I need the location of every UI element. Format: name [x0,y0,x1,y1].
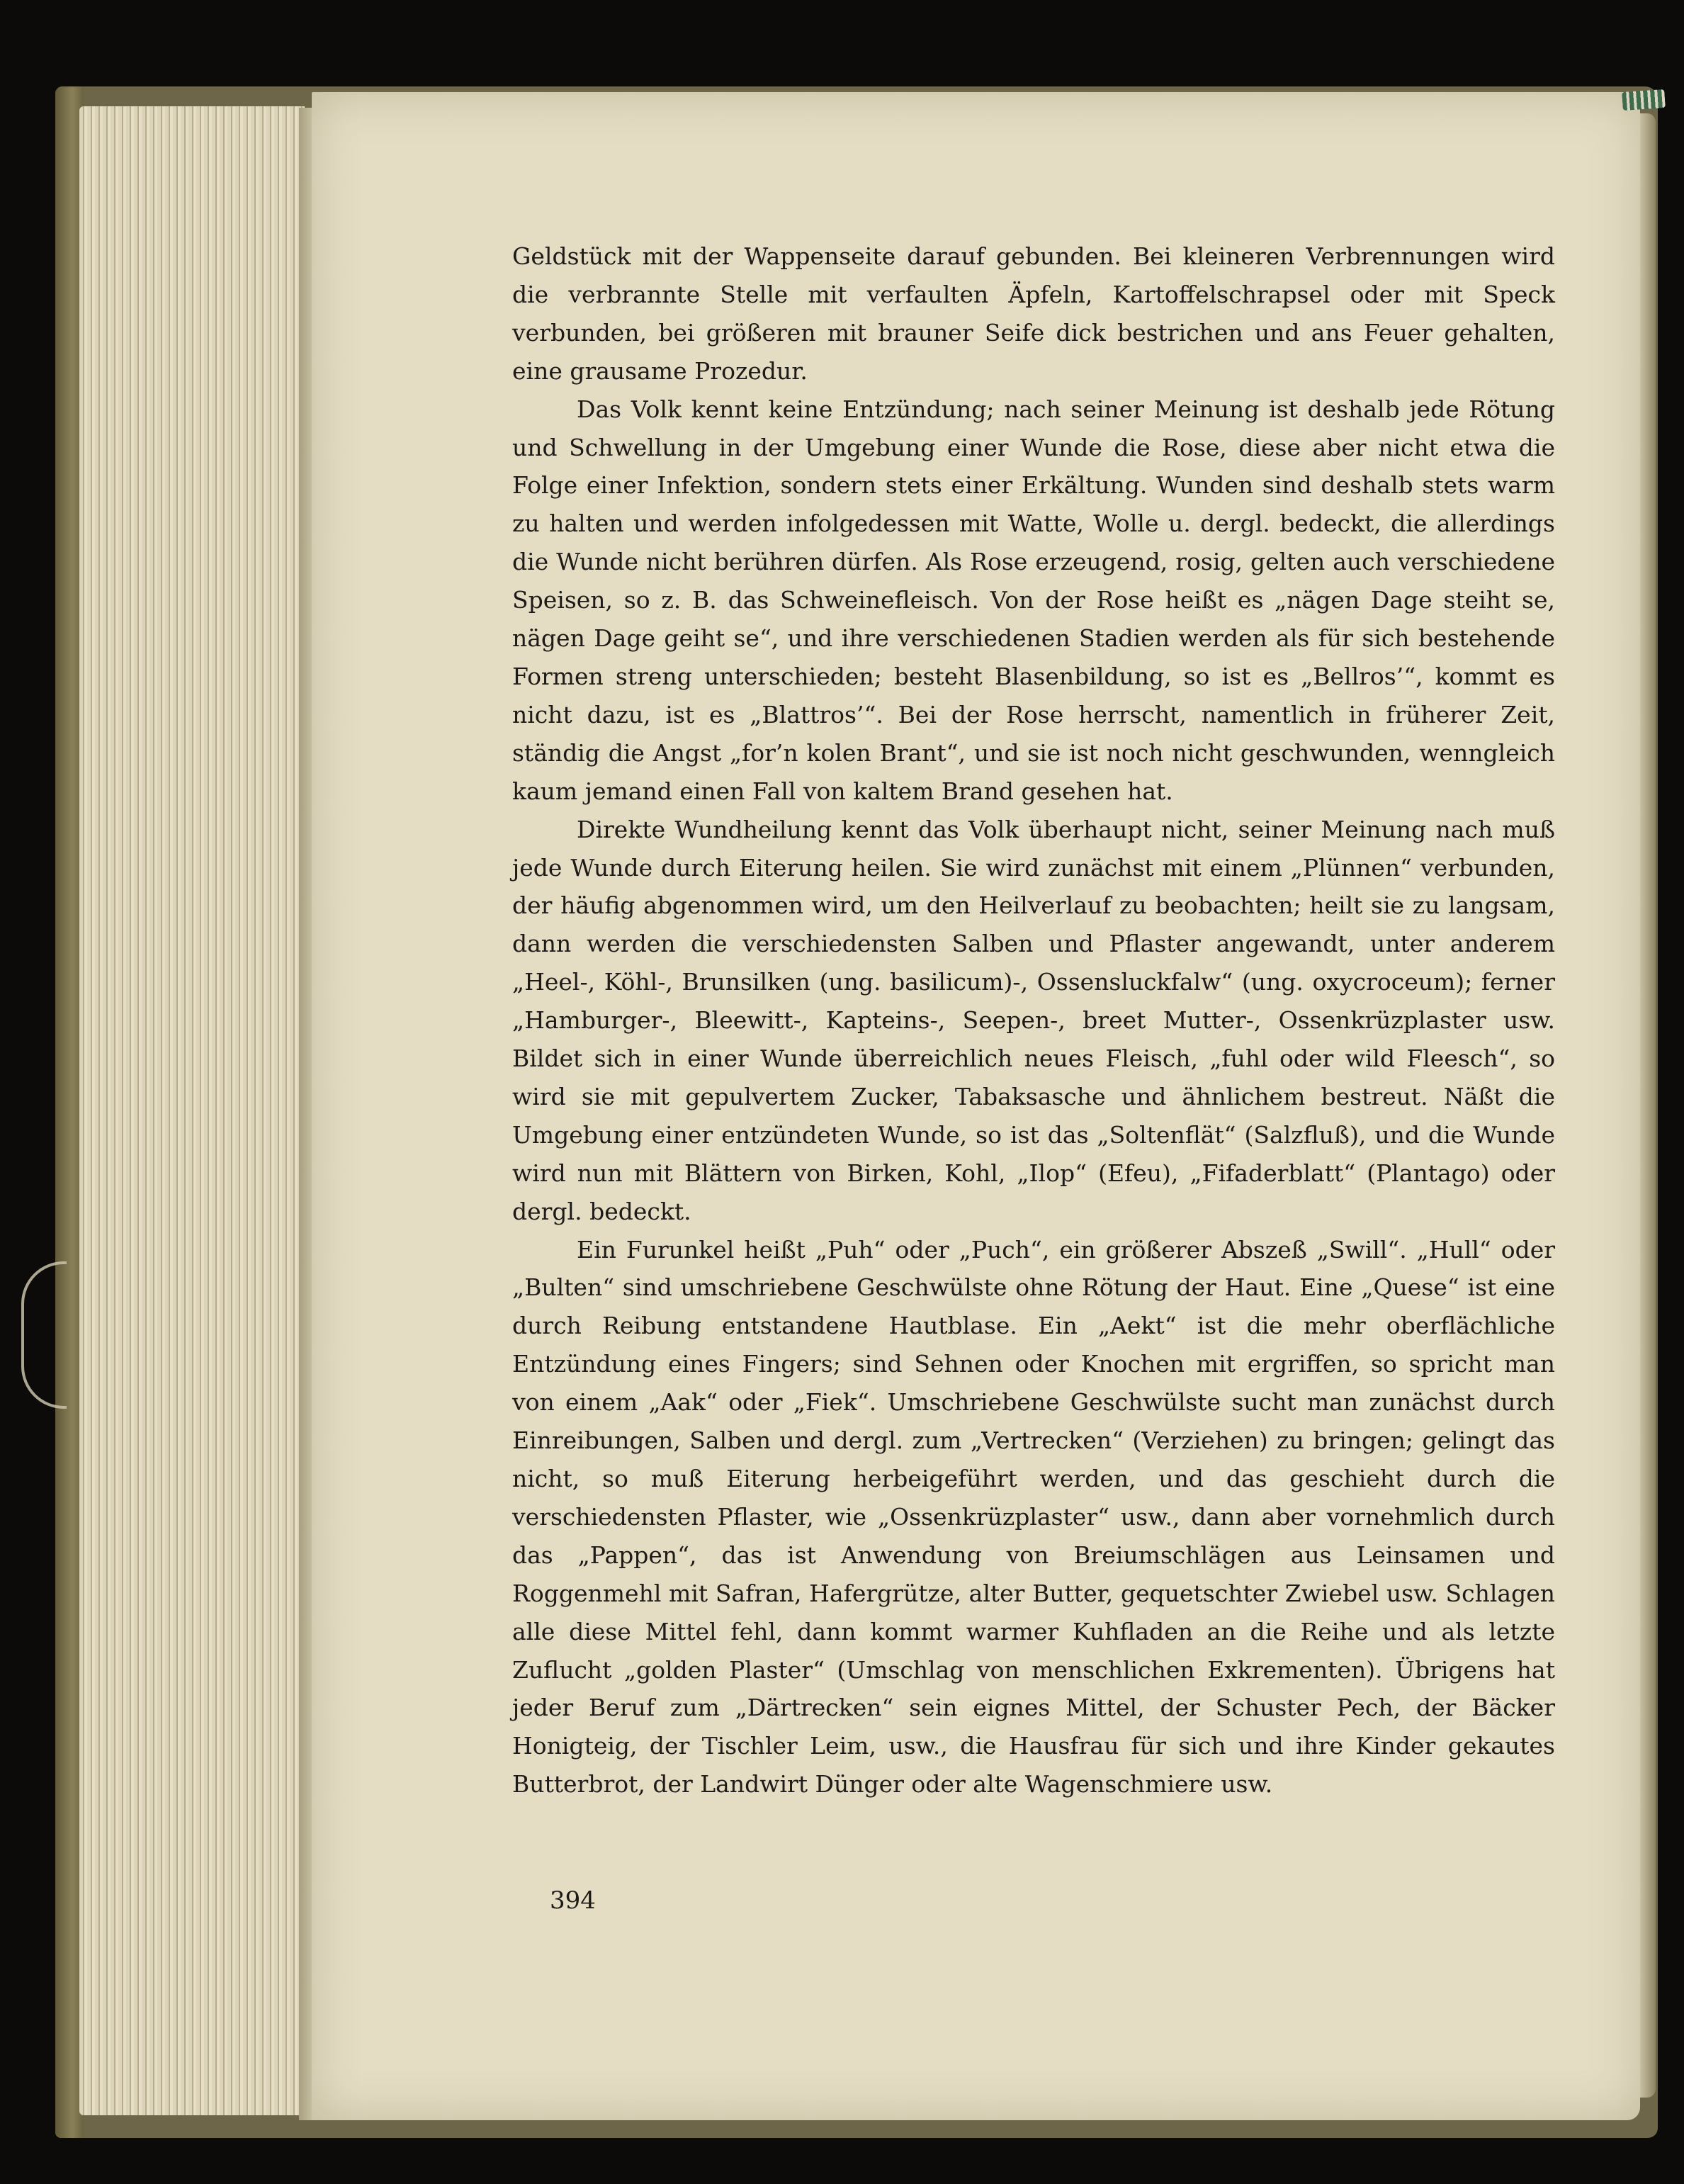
page-body-text [512,237,1555,1803]
page-number: 394 [550,1886,596,1915]
paragraph-4: Ein Furunkel heißt „Puh“ oder „Puch“, ein größerer Abszeß „Swill“. „Hull“ oder „Bulten“ sind umschriebene Geschwülste ohne Rötung der Haut. Eine „Quese“ ist eine durch Reibung entstandene Hautblase. Ein „Aekt“ ist die mehr oberflächliche Entzündung eines Fingers; sind Sehnen oder Knochen mit ergriffen, so spricht man von einem „Aak“ oder „Fiek“. Umschriebene Geschwülste sucht man zunächst durch Einreibungen, Salben und dergl. zum „Vertrecken“ (Verziehen) zu bringen; gelingt das nicht, so muß Eiterung herbeigeführt werden, und das geschieht durch die verschiedensten Pflaster, wie „Ossenkrüzplaster“ usw., dann aber vornehmlich durch das „Pappen“, das ist Anwendung von Breiumschlägen aus Leinsamen und Roggenmehl mit Safran, Hafergrütze, alter Butter, gequetschter Zwiebel usw. Schlagen alle diese Mittel fehl, dann kommt warmer Kuhfladen an die Reihe und als letzte Zuflucht „golden Plaster“ (Umschlag von menschlichen Exkrementen). Übrigens hat jeder Beruf zum „Därtrecken“ sein eignes Mittel, der Schuster Pech, der Bäcker Honigteig, der Tischler Leim, usw., die Hausfrau für sich und ihre Kinder gekautes Butterbrot, der Landwirt Dünger oder alte Wagenschmiere usw. [512,1235,1555,1799]
paragraph-3: Direkte Wundheilung kennt das Volk überhaupt nicht, seiner Meinung nach muß jede Wunde durch Eiterung heilen. Sie wird zunächst mit einem „Plünnen“ verbunden, der häufig abgenommen wird, um den Heilverlauf zu beobachten; heilt sie zu langsam, dann werden die verschiedensten Salben und Pflaster angewandt, unter anderem „Heel-, Köhl-, Brunsilken (ung. basilicum)-, Ossensluckfalw“ (ung. oxycroceum); ferner „Hamburger-, Bleewitt-, Kapteins-, Seepen-, breet Mutter-, Ossenkrüzplaster usw. Bildet sich in einer Wunde überreichlich neues Fleisch, „fuhl oder wild Fleesch“, so wird sie mit gepulvertem Zucker, Tabaksasche und ähnlichem bestreut. Näßt die Umgebung einer entzündeten Wunde, so ist das „Soltenflät“ (Salzfluß), und die Wunde wird nun mit Blättern von Birken, Kohl, „Ilop“ (Efeu), „Fifaderblatt“ (Plantago) oder dergl. bedeckt. [512,815,1555,1225]
paragraph-2: Das Volk kennt keine Entzündung; nach seiner Meinung ist deshalb jede Rötung und Schwellung in der Umgebung einer Wunde die Rose, diese aber nicht etwa die Folge einer Infektion, sondern stets einer Erkältung. Wunden sind deshalb stets warm zu halten und werden infolgedessen mit Watte, Wolle u. dergl. bedeckt, die allerdings die Wunde nicht berühren dürfen. Als Rose erzeugend, rosig, gelten auch verschiedene Speisen, so z. B. das Schweinefleisch. Von der Rose heißt es „nägen Dage steiht se, nägen Dage geiht se“, und ihre verschiedenen Stadien werden als für sich bestehende Formen streng unterschieden; besteht Blasenbildung, so ist es „Bellros’“, kommt es nicht dazu, ist es „Blattros’“. Bei der Rose herrscht, namentlich in früherer Zeit, ständig die Angst „for’n kolen Brant“, und sie ist noch nicht geschwunden, wenngleich kaum jemand einen Fall von kaltem Brand gesehen hat. [512,395,1555,805]
paragraph-1: Geldstück mit der Wappenseite darauf gebunden. Bei kleineren Verbrennungen wird die verbrannte Stelle mit verfaulten Äpfeln, Kartoffelschrapsel oder mit Speck verbunden, bei größeren mit brauner Seife dick bestrichen und ans Feuer gehalten, eine grausame Prozedur. [512,242,1555,385]
facing-page-edge [1640,113,1656,2098]
page-block-edges [79,106,305,2115]
bookmark-ribbon [1622,89,1666,111]
loose-thread [21,1261,67,1409]
